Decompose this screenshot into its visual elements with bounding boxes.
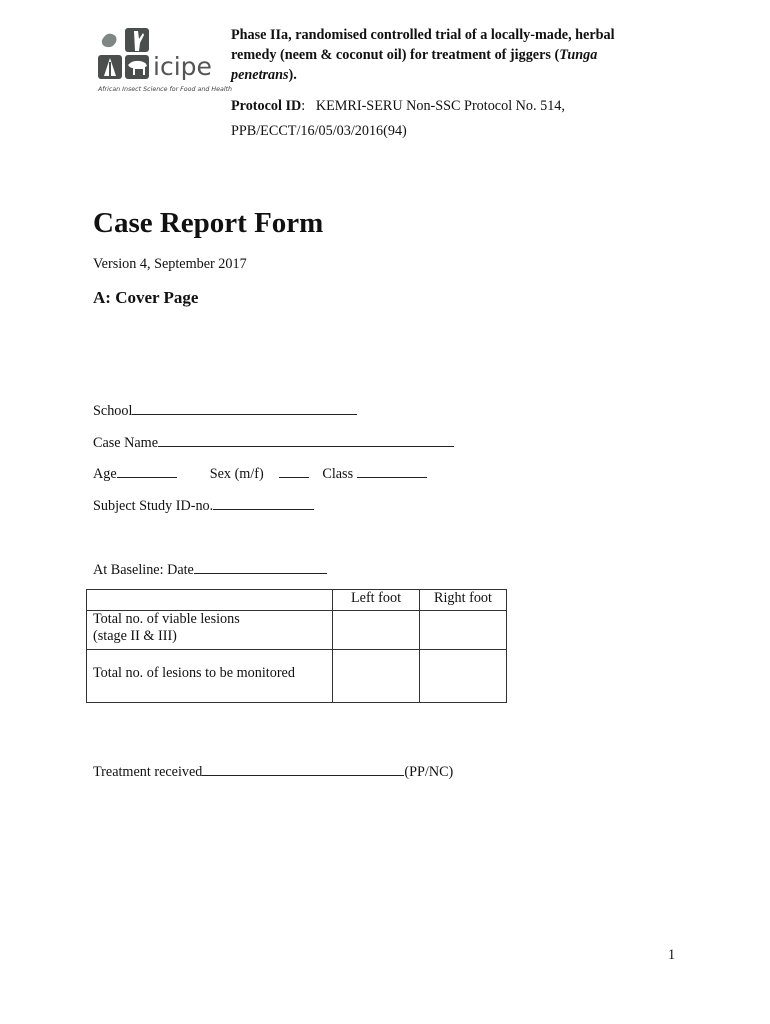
- row-label-line1: Total no. of viable lesions: [93, 611, 240, 627]
- treatment-input[interactable]: [202, 763, 404, 776]
- school-input[interactable]: [132, 402, 357, 415]
- trial-title: [231, 25, 661, 85]
- trial-title-end: ).: [288, 67, 297, 83]
- sex-label: Sex (m/f): [209, 466, 264, 482]
- case-name-label: Case Name: [93, 435, 159, 451]
- age-sex-class-row: [93, 465, 427, 483]
- table-row: [87, 611, 507, 650]
- subject-id-input[interactable]: [213, 497, 314, 510]
- table-header-left-foot: Left foot: [333, 590, 420, 611]
- row-label-line1: Total no. of lesions to be monitored: [93, 665, 295, 681]
- row-label-line2: (stage II & III): [93, 628, 177, 644]
- subject-id-field: [93, 497, 314, 515]
- row-label-viable-lesions: [87, 611, 333, 650]
- baseline-date-input[interactable]: [194, 561, 327, 574]
- baseline-date-label: At Baseline: Date: [93, 562, 194, 578]
- logo-wordmark: icipe: [153, 52, 212, 81]
- case-name-field: [93, 434, 454, 452]
- page-number: 1: [668, 947, 676, 963]
- table-header-empty: [87, 590, 333, 611]
- logo-tagline: African Insect Science for Food and Health: [98, 86, 233, 93]
- baseline-date-field: [93, 561, 327, 579]
- table-row: [87, 650, 507, 703]
- treatment-label: Treatment received: [93, 764, 203, 780]
- form-version: Version 4, September 2017: [93, 256, 247, 272]
- icipe-logo: [98, 28, 233, 96]
- age-input[interactable]: [117, 465, 177, 478]
- form-title: Case Report Form: [93, 207, 324, 239]
- row-label-monitored-lesions: [87, 650, 333, 703]
- protocol-value-line2: PPB/ECCT/16/05/03/2016(94): [231, 123, 407, 139]
- sex-input[interactable]: [279, 465, 309, 478]
- class-input[interactable]: [357, 465, 427, 478]
- protocol-colon: :: [301, 98, 306, 114]
- viable-lesions-left-foot-cell[interactable]: [333, 611, 420, 650]
- treatment-suffix: (PP/NC): [404, 764, 454, 780]
- logo-tiles-icon: [98, 28, 150, 80]
- protocol-label: Protocol ID: [231, 98, 302, 114]
- trial-title-text: Phase IIa, randomised controlled trial of a locally-made, herbal remedy (neem & coconut oil) for treatment of jiggers (: [231, 27, 615, 63]
- subject-id-label: Subject Study ID-no.: [93, 498, 214, 514]
- treatment-field: [93, 763, 453, 781]
- school-label: School: [93, 403, 133, 419]
- school-field: [93, 402, 357, 420]
- section-heading: A: Cover Page: [93, 288, 199, 307]
- species-name: Tunga penetrans: [231, 47, 598, 83]
- viable-lesions-right-foot-cell[interactable]: [420, 611, 507, 650]
- table-header-row: [87, 590, 507, 611]
- case-name-input[interactable]: [158, 434, 454, 447]
- protocol-id: [231, 94, 661, 144]
- lesion-table: [86, 589, 507, 703]
- class-label: Class: [322, 466, 354, 482]
- monitored-lesions-right-foot-cell[interactable]: [420, 650, 507, 703]
- age-label: Age: [93, 466, 117, 482]
- table-header-right-foot: Right foot: [420, 590, 507, 611]
- protocol-value: KEMRI-SERU Non-SSC Protocol No. 514,: [315, 98, 565, 114]
- monitored-lesions-left-foot-cell[interactable]: [333, 650, 420, 703]
